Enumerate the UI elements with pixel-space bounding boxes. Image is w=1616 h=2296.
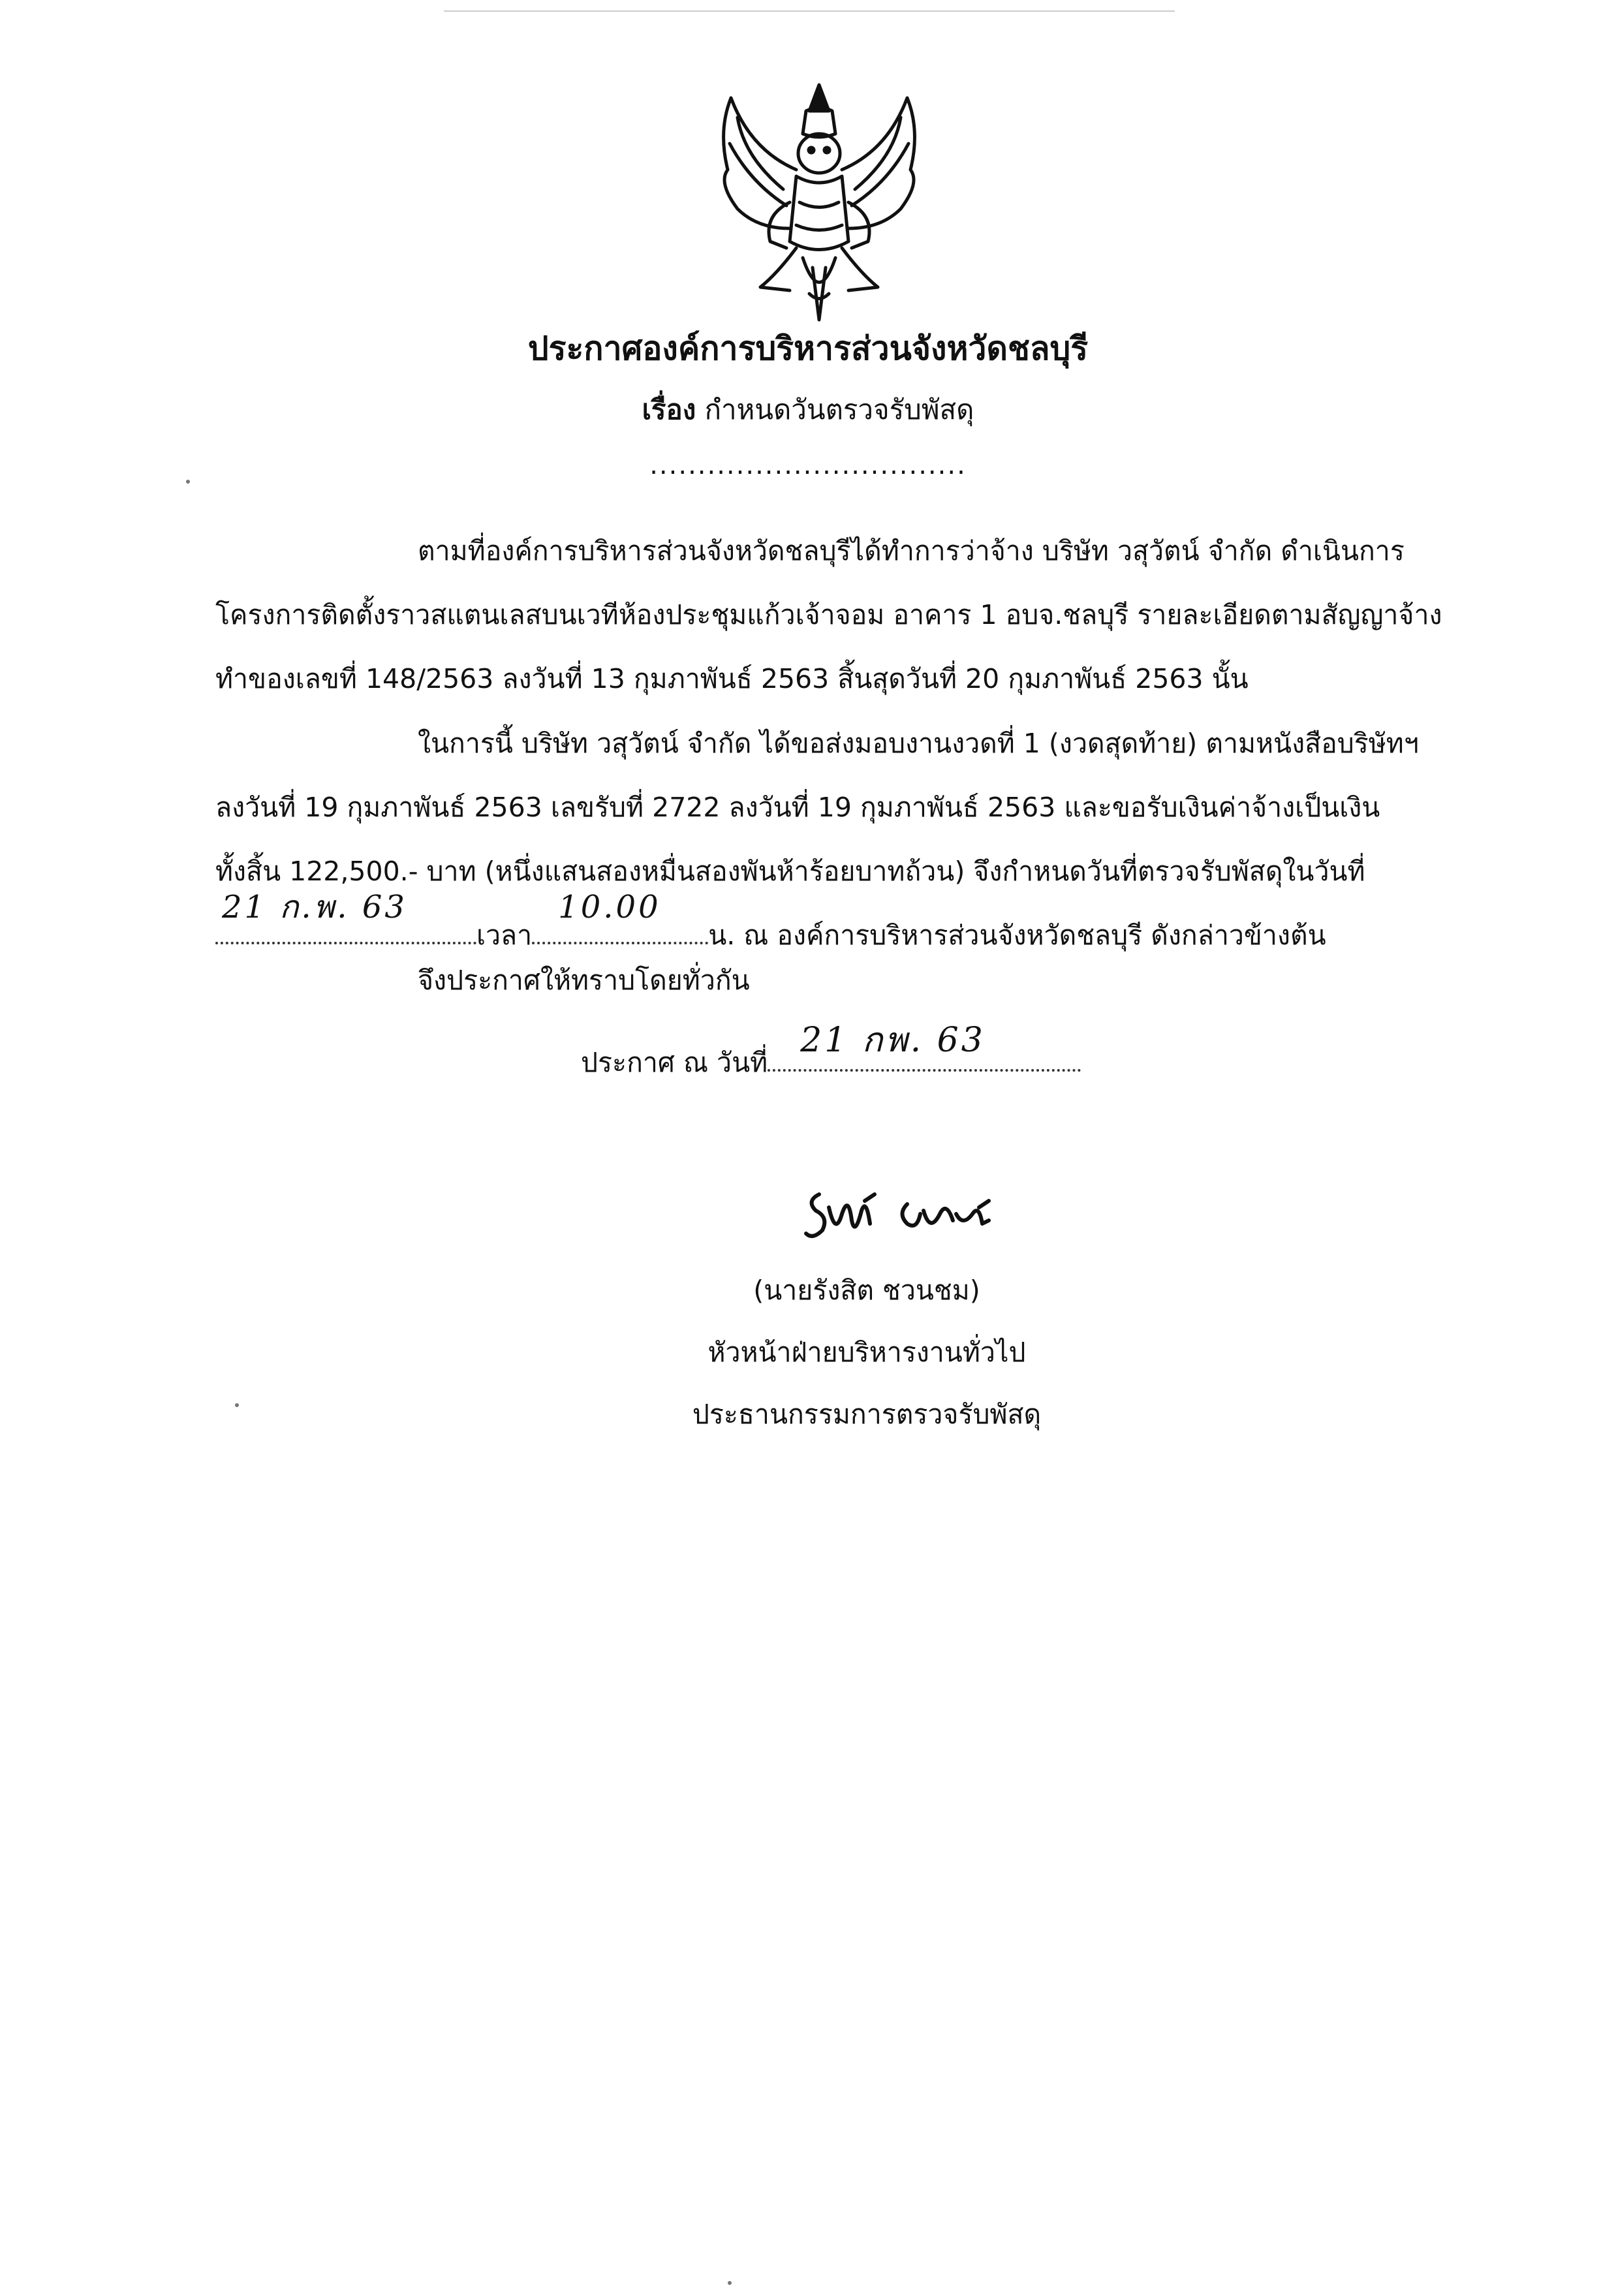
- subject-text: กำหนดวันตรวจรับพัสดุ: [704, 394, 974, 426]
- scan-speck: [186, 480, 190, 484]
- garuda-emblem: [692, 72, 946, 333]
- scan-speck: [728, 2281, 732, 2285]
- signatory-position: หัวหน้าฝ่ายบริหารงานทั่วไป: [707, 1337, 1026, 1368]
- inspection-date-field: [215, 889, 476, 944]
- handwritten-inspection-time: 10.00: [558, 889, 661, 925]
- announcement-date-field: [768, 1021, 1081, 1072]
- signatory-name: (นายรังสิต ชวนชม): [753, 1275, 980, 1306]
- handwritten-inspection-date: 21 ก.พ. 63: [222, 889, 407, 925]
- paragraph-2-line-1: ในการนี้ บริษัท วสุวัตน์ จำกัด ได้ขอส่งมอบงานงวดที่ 1 (งวดสุดท้าย) ตามหนังสือบริษัทฯ: [418, 728, 1419, 759]
- announcement-title: ประกาศองค์การบริหารส่วนจังหวัดชลบุรี: [527, 330, 1089, 367]
- title-separator: .................................: [649, 450, 967, 480]
- subject-line: [0, 388, 1616, 431]
- paragraph-1-line-1: ตามที่องค์การบริหารส่วนจังหวัดชลบุรีได้ทำการว่าจ้าง บริษัท วสุวัตน์ จำกัด ดำเนินการ: [418, 535, 1405, 566]
- signatory-committee-role: ประธานกรรมการตรวจรับพัสดุ: [692, 1399, 1042, 1430]
- inspection-time-field: [532, 889, 708, 944]
- paragraph-2-line-3: ทั้งสิ้น 122,500.- บาท (หนึ่งแสนสองหมื่นสองพันห้าร้อยบาทถ้วน) จึงกำหนดวันที่ตรวจรับพัสดุในวันที่: [215, 856, 1365, 887]
- scan-speck: [235, 1403, 239, 1407]
- paragraph-2-line-2: ลงวันที่ 19 กุมภาพันธ์ 2563 เลขรับที่ 2722 ลงวันที่ 19 กุมภาพันธ์ 2563 และขอรับเงินค่าจ้างเป็นเงิน: [215, 792, 1380, 823]
- handwritten-announcement-date: 21 กพ. 63: [800, 1021, 986, 1060]
- paragraph-1: [215, 519, 1455, 711]
- paragraph-2-line-4: [215, 889, 1455, 967]
- scan-top-edge: [444, 10, 1175, 12]
- paragraph-1-line-3: ทำของเลขที่ 148/2563 ลงวันที่ 13 กุมภาพันธ์ 2563 สิ้นสุดวันที่ 20 กุมภาพันธ์ 2563 นั้น: [215, 663, 1249, 694]
- handwritten-signature: [793, 1175, 1054, 1253]
- time-label: เวลา: [476, 920, 533, 951]
- paragraph-2: [215, 711, 1455, 967]
- announcement-statement: จึงประกาศให้ทราบโดยทั่วกัน: [418, 965, 750, 996]
- announcement-date-line: [581, 1021, 1081, 1084]
- paragraph-1-line-2: โครงการติดตั้งราวสแตนเลสบนเวทีห้องประชุมแก้วเจ้าจอม อาคาร 1 อบจ.ชลบุรี รายละเอียดตามสัญญาจ้าง: [215, 599, 1442, 630]
- date-label: ประกาศ ณ วันที่: [581, 1047, 768, 1078]
- subject-label: เรื่อง: [642, 394, 696, 426]
- paragraph-2-line-4-rest: น. ณ องค์การบริหารส่วนจังหวัดชลบุรี ดังกล่าวข้างต้น: [708, 920, 1326, 951]
